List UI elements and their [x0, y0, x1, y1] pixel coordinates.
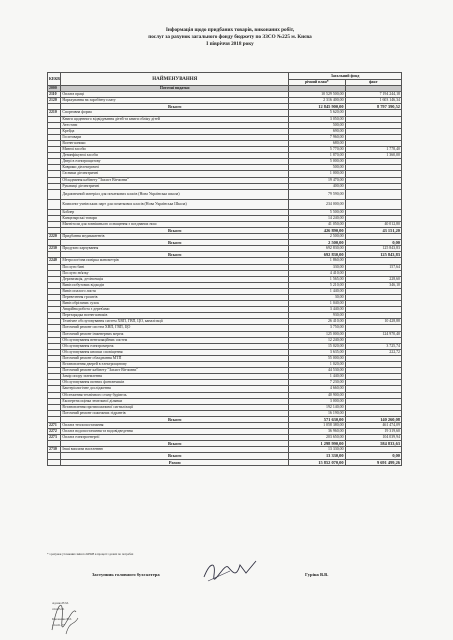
cell-fact: 157,64 — [345, 264, 401, 270]
cell-kekv: 2730 — [48, 447, 61, 453]
cell-name: Оплата праці — [61, 92, 289, 98]
cell-name: Вивіз опалого листя — [61, 288, 289, 294]
cell-plan: 3 440,00 — [289, 307, 345, 313]
cell-name: Крейда — [61, 128, 289, 134]
contact-name-2: Кононенко В.Л. — [52, 617, 73, 621]
cell-plan: 30,00 — [289, 295, 345, 301]
cell-plan: 5 620,00 — [289, 110, 345, 116]
cell-name: Замір опору заземлення — [61, 374, 289, 380]
cell-fact: 1 360,00 — [345, 153, 401, 159]
header-fund: Загальний фонд — [289, 73, 402, 80]
cell-fact: 222,72 — [345, 349, 401, 355]
title-line-3: І півріччя 2018 року — [206, 41, 254, 47]
header-plan: річний план* — [289, 80, 345, 86]
cell-fact: 461 474,09 — [345, 422, 401, 428]
cell-fact: 584 833,63 — [345, 441, 401, 447]
cell-name: Придбання медикаментів — [61, 234, 289, 240]
cell-plan: 55 000,00 — [289, 355, 345, 361]
cell-plan: 1 298 990,00 — [289, 441, 345, 447]
signature-image — [200, 557, 260, 585]
handwritten-contacts — [50, 590, 110, 638]
cell-plan: 203 650,00 — [289, 435, 345, 441]
cell-plan: 13 330,00 — [289, 453, 345, 459]
cell-name: Послуги зв'язку — [61, 270, 289, 276]
cell-plan: 15 020,00 — [289, 343, 345, 349]
title-line-2: послуг за рахунок загального фонду бюджету по ЗЗСО №225 м. Києва — [148, 34, 312, 40]
table-row — [48, 199, 402, 209]
cell-plan: 192 140,00 — [289, 404, 345, 410]
cell-name: Встановлення протипожежної сигналізації — [61, 404, 289, 410]
cell-fact: 8 797 390,52 — [345, 104, 401, 110]
header-name: НАЙМЕНУВАННЯ — [61, 73, 289, 86]
cell-fact — [345, 199, 401, 209]
cell-name: Обслуговування питних фонтанчиків — [61, 380, 289, 386]
cell-name: Поточний ремонт пожежних гідрантів — [61, 410, 289, 416]
cell-plan: 426 890,00 — [289, 227, 345, 233]
cell-name: Разом — [61, 459, 289, 465]
cell-name: Обладнання кабінету "Захист Вітчизни" — [61, 177, 289, 183]
cell-plan: 692 830,00 — [289, 246, 345, 252]
cell-kekv: 2272 — [48, 429, 61, 435]
contact-phone-1: 414-85-91 — [52, 607, 65, 611]
cell-name: Метрологічна повірка манометрів — [61, 258, 289, 264]
cell-plan: 692 830,00 — [289, 252, 345, 258]
cell-name: Поточний ремонт систем ХВП, ГВП, ЦО — [61, 325, 289, 331]
cell-fact: 0,00 — [345, 453, 401, 459]
cell-plan: 234 000,00 — [289, 199, 345, 209]
cell-plan: 1 860,00 — [289, 258, 345, 264]
cell-plan: 14 240,00 — [289, 215, 345, 221]
cell-fact: 104 039,94 — [345, 435, 401, 441]
table-row — [48, 189, 402, 199]
cell-name: Книги щоденного відвідування дітей та книги обліку дітей — [61, 116, 289, 122]
cell-plan: 330,00 — [289, 264, 345, 270]
cell-name: Миючі засоби — [61, 147, 289, 153]
cell-name: Бойлер — [61, 209, 289, 215]
contact-name-1: Адонка Н.М. — [52, 601, 69, 605]
cell-name: Перезарядка вогнегасників — [61, 313, 289, 319]
cell-name: Оплата теплопостачання — [61, 422, 289, 428]
cell-plan: 79 590,00 — [289, 189, 345, 199]
cell-name: Магнітоли для зовнішнього оснащення з поєднаних нош — [61, 221, 289, 227]
cell-plan: 930,00 — [289, 313, 345, 319]
title-line-1: Інформація щодо придбаних товарів, виконаних робіт, — [165, 27, 295, 33]
cell-plan: 1 000,00 — [289, 171, 345, 177]
cell-name: Бактеріологічне дослідження — [61, 386, 289, 392]
cell-kekv — [48, 459, 61, 465]
cell-name: Поточні видатки — [61, 86, 289, 92]
cell-name: Поточний ремонт обладнання МТП — [61, 355, 289, 361]
cell-kekv: 2220 — [48, 234, 61, 240]
cell-name: Обслуговування електромереж — [61, 343, 289, 349]
cell-name: Комплект учнівських парт для початкових класів (Нова Українська Школа) — [61, 199, 289, 209]
cell-name: Всього — [61, 416, 289, 422]
cell-kekv — [48, 199, 61, 209]
cell-name: Перевезення гроштів — [61, 295, 289, 301]
cell-kekv: 2000 — [48, 86, 61, 92]
cell-name: Канцелярські товари — [61, 215, 289, 221]
cell-plan: 19 470,00 — [289, 177, 345, 183]
cell-kekv: 2120 — [48, 98, 61, 104]
cell-fact: 124 970,40 — [345, 331, 401, 337]
cell-plan: 1 870,00 — [289, 153, 345, 159]
cell-fact: 40 012,80 — [345, 221, 401, 227]
cell-name: Всього — [61, 252, 289, 258]
cell-kekv: 2110 — [48, 92, 61, 98]
cell-name: Оплата електроенергії — [61, 435, 289, 441]
cell-plan: 1 020,00 — [289, 362, 345, 368]
cell-plan: 500,00 — [289, 122, 345, 128]
cell-plan: 1 040,00 — [289, 301, 345, 307]
cell-plan: 571 630,00 — [289, 416, 345, 422]
cell-plan: 1 440,00 — [289, 288, 345, 294]
cell-plan: 5 210,00 — [289, 282, 345, 288]
cell-name: Продукти харчування — [61, 246, 289, 252]
cell-name: Послуги бані — [61, 264, 289, 270]
cell-plan: 12 240,00 — [289, 337, 345, 343]
cell-plan: 5 500,00 — [289, 209, 345, 215]
cell-kekv: 2230 — [48, 246, 61, 252]
cell-name: Коврики діелектричні — [61, 165, 289, 171]
cell-fact: 125 843,83 — [345, 252, 401, 258]
cell-name: Всього — [61, 104, 289, 110]
cell-plan: 3 000,00 — [289, 398, 345, 404]
cell-name: Аварійна робота з дерев'ями — [61, 307, 289, 313]
cell-name: Дератизація, дезінсекція — [61, 276, 289, 282]
cell-name: Оплата водопостачання та водовідведення — [61, 429, 289, 435]
cell-name: Атестати — [61, 122, 289, 128]
cell-name: Всього — [61, 240, 289, 246]
cell-name: Госптовари — [61, 134, 289, 140]
cell-name: Спортивна форма — [61, 110, 289, 116]
cell-plan: 16 190,00 — [289, 410, 345, 416]
cell-name: Поточний ремонт кабінету "Захист Вітчизни" — [61, 368, 289, 374]
cell-fact: 7 194 244,18 — [345, 92, 401, 98]
cell-name: Гасники діелектричні — [61, 171, 289, 177]
cell-fact: 228,60 — [345, 276, 401, 282]
cell-plan: 10 529 500,00 — [289, 92, 345, 98]
cell-fact: 1 778,40 — [345, 147, 401, 153]
cell-fact: 140 260,08 — [345, 416, 401, 422]
cell-plan: 3 635,00 — [289, 349, 345, 355]
header-fact: факт — [345, 80, 401, 86]
cell-fact: 125 843,83 — [345, 246, 401, 252]
cell-fact: 10 428,88 — [345, 319, 401, 325]
cell-kekv: 2271 — [48, 422, 61, 428]
cell-name: Обслуговування кнопки сповіщення — [61, 349, 289, 355]
cell-plan: 5 000,00 — [289, 159, 345, 165]
signer-title: Заступник головного бухгалтера — [92, 572, 160, 577]
cell-plan: 1 440,00 — [289, 374, 345, 380]
cell-plan: 36 960,00 — [289, 429, 345, 435]
cell-plan: 2 500,00 — [289, 234, 345, 240]
cell-plan: 400,00 — [289, 183, 345, 189]
cell-name: Експертна оцінка земельної ділянки — [61, 398, 289, 404]
cell-fact: 3 725,74 — [345, 343, 401, 349]
cell-fact: 346,10 — [345, 282, 401, 288]
cell-plan: 2 500,00 — [289, 240, 345, 246]
cell-name: Дидактичний матеріал для початкових класів (Нова Українська школа) — [61, 189, 289, 199]
cell-fact: 9 691 499,26 — [345, 459, 401, 465]
cell-plan: 7 960,00 — [289, 134, 345, 140]
signer-name: Гуріна В.В. — [305, 572, 329, 577]
cell-plan: 13 330,00 — [289, 447, 345, 453]
cell-kekv: 2210 — [48, 110, 61, 116]
grand-total-row — [48, 459, 402, 465]
cell-plan: 12 845 900,00 — [289, 104, 345, 110]
cell-plan: 1 058 380,00 — [289, 422, 345, 428]
cell-name: Вивіз побутових відходів — [61, 282, 289, 288]
cell-plan: 4 410,00 — [289, 270, 345, 276]
cell-plan: 5 770,00 — [289, 147, 345, 153]
cell-name: Дезинфікуючі засоби — [61, 153, 289, 159]
cell-name: Нарахування на заробітну плату — [61, 98, 289, 104]
cell-fact: 0,00 — [345, 240, 401, 246]
header-kekv: КЕКВ — [48, 73, 61, 86]
cell-kekv: 2240 — [48, 258, 61, 264]
cell-plan: 500,00 — [289, 165, 345, 171]
cell-name: Поточний ремонт інженерних мереж — [61, 331, 289, 337]
cell-kekv: 2273 — [48, 435, 61, 441]
cell-name: Технічне обслуговування систем ХВП, ГВП, ЦО, каналізації — [61, 319, 289, 325]
cell-plan: 40 900,00 — [289, 392, 345, 398]
cell-plan: 41 050,00 — [289, 221, 345, 227]
cell-plan: 1 565,00 — [289, 276, 345, 282]
cell-name: Вивіз обрізаних сухок — [61, 301, 289, 307]
cell-name: Встановлення дверей в електрощитову — [61, 362, 289, 368]
cell-plan: 680,00 — [289, 140, 345, 146]
cell-fact: 1 603 146,34 — [345, 98, 401, 104]
document-title — [60, 27, 400, 48]
cell-plan: 2 316 400,00 — [289, 98, 345, 104]
cell-kekv — [48, 189, 61, 199]
cell-name: Рукавиці діелектричні — [61, 183, 289, 189]
cell-plan: 26 410,00 — [289, 319, 345, 325]
cell-name: Двері в електрощитову — [61, 159, 289, 165]
cell-name: Всього — [61, 227, 289, 233]
cell-name: Всього — [61, 441, 289, 447]
table-header-row — [48, 73, 402, 80]
footnote: * з рахунок уточнених змін по КЕКВ в процесі і дозвіл по потребах — [47, 552, 134, 556]
cell-name: Обслуговування вентиляційних систем — [61, 337, 289, 343]
cell-plan: 7 230,00 — [289, 380, 345, 386]
cell-name: Всього — [61, 453, 289, 459]
cell-fact: 43 151,20 — [345, 227, 401, 233]
cell-plan: 44 530,00 — [289, 368, 345, 374]
cell-fact: 19 319,60 — [345, 429, 401, 435]
cell-plan: 125 000,00 — [289, 331, 345, 337]
expenditure-table — [47, 72, 402, 466]
cell-plan: 3 050,00 — [289, 116, 345, 122]
cell-plan: 3 750,00 — [289, 325, 345, 331]
cell-fact — [345, 189, 401, 199]
cell-name: Вогнегасники — [61, 140, 289, 146]
contact-phone-2: 414-61-77 — [52, 623, 65, 627]
cell-plan: 4 660,00 — [289, 386, 345, 392]
cell-plan: 15 852 070,00 — [289, 459, 345, 465]
cell-name: Обстеження технічного стану будівель — [61, 392, 289, 398]
cell-name: Інші виплати населенню — [61, 447, 289, 453]
cell-plan: 690,00 — [289, 128, 345, 134]
